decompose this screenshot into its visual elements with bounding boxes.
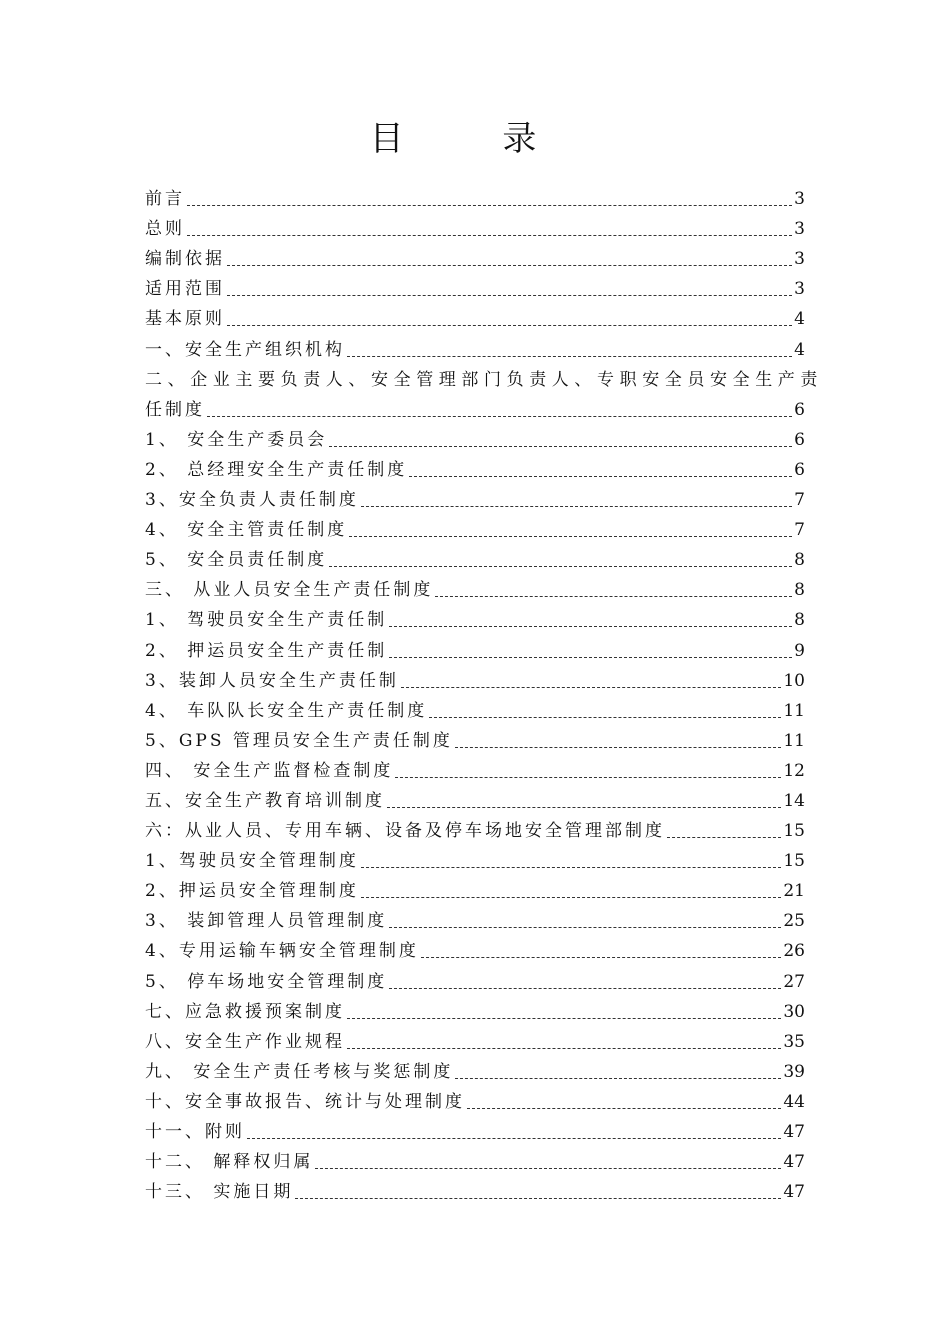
toc-entry[interactable] (145, 1053, 805, 1083)
toc-entry[interactable] (145, 240, 805, 270)
table-of-contents (145, 180, 823, 1203)
dot-leader (329, 446, 792, 447)
toc-entry-page-number: 30 (783, 1001, 805, 1022)
toc-entry[interactable] (145, 842, 805, 872)
dot-leader (347, 1048, 781, 1049)
toc-entry-page-number: 4 (794, 309, 805, 330)
toc-entry-page-number: 3 (794, 189, 805, 210)
toc-entry[interactable] (145, 782, 805, 812)
dot-leader (187, 235, 792, 236)
toc-entry-label: 编制依据 (145, 249, 225, 270)
toc-entry-label: 1、 驾驶员安全生产责任制 (145, 610, 388, 631)
toc-entry-page-number: 35 (783, 1031, 805, 1052)
toc-entry[interactable] (145, 541, 805, 571)
toc-entry-page-number: 15 (783, 851, 805, 872)
toc-entry-page-number: 3 (794, 249, 805, 270)
toc-entry-page-number: 6 (794, 459, 805, 480)
toc-entry[interactable] (145, 692, 805, 722)
dot-leader (389, 927, 781, 928)
toc-entry-label: 总则 (145, 219, 185, 240)
toc-entry-label: 任制度 (145, 399, 205, 420)
toc-entry-label: 九、 安全生产责任考核与奖惩制度 (145, 1061, 454, 1082)
toc-entry-label: 八、安全生产作业规程 (145, 1031, 345, 1052)
toc-entry-page-number: 11 (783, 730, 805, 751)
toc-entry-page-number: 6 (794, 399, 805, 420)
toc-entry-label: 4、专用运输车辆安全管理制度 (145, 941, 419, 962)
dot-leader (187, 205, 792, 206)
toc-entry[interactable] (145, 391, 805, 421)
toc-entry-page-number: 3 (794, 279, 805, 300)
dot-leader (227, 325, 792, 326)
toc-entry[interactable] (145, 752, 805, 782)
dot-leader (387, 807, 781, 808)
toc-entry-page-number: 6 (794, 429, 805, 450)
toc-entry-label: 2、押运员安全管理制度 (145, 881, 359, 902)
toc-title: 目 录 (369, 119, 581, 159)
toc-entry[interactable] (145, 571, 805, 601)
toc-entry-label: 3、 装卸管理人员管理制度 (145, 911, 388, 932)
toc-entry-page-number: 9 (794, 640, 805, 661)
toc-entry[interactable] (145, 300, 805, 330)
toc-entry[interactable] (145, 1143, 805, 1173)
toc-entry-page-number: 3 (794, 219, 805, 240)
dot-leader (429, 717, 781, 718)
dot-leader (295, 1198, 781, 1199)
toc-entry-label: 3、装卸人员安全生产责任制 (145, 670, 399, 691)
toc-entry[interactable] (145, 962, 805, 992)
toc-entry-page-number: 47 (783, 1152, 805, 1173)
toc-entry[interactable] (145, 601, 805, 631)
dot-leader (227, 295, 792, 296)
toc-entry[interactable] (145, 511, 805, 541)
toc-entry[interactable] (145, 722, 805, 752)
toc-entry-page-number: 21 (783, 881, 805, 902)
toc-entry-label: 5、 停车场地安全管理制度 (145, 971, 388, 992)
toc-entry-label: 1、 安全生产委员会 (145, 429, 328, 450)
toc-entry[interactable] (145, 330, 805, 360)
toc-entry[interactable] (145, 631, 805, 661)
toc-entry[interactable] (145, 812, 805, 842)
toc-entry-page-number: 10 (783, 670, 805, 691)
toc-entry-page-number: 27 (783, 971, 805, 992)
toc-entry[interactable] (145, 481, 805, 511)
dot-leader (329, 566, 792, 567)
dot-leader (389, 626, 792, 627)
dot-leader (435, 596, 792, 597)
dot-leader (347, 1018, 781, 1019)
toc-entry-label: 前言 (145, 189, 185, 210)
dot-leader (667, 837, 781, 838)
toc-entry[interactable] (145, 451, 805, 481)
toc-entry-page-number: 12 (783, 760, 805, 781)
dot-leader (421, 957, 782, 958)
dot-leader (409, 476, 792, 477)
toc-entry-label: 十二、 解释权归属 (145, 1152, 314, 1173)
toc-entry-label: 一、安全生产组织机构 (145, 339, 345, 360)
dot-leader (227, 265, 792, 266)
dot-leader (349, 536, 792, 537)
toc-entry-label: 五、安全生产教育培训制度 (145, 790, 385, 811)
toc-entry-page-number: 39 (783, 1061, 805, 1082)
toc-entry[interactable] (145, 270, 805, 300)
toc-entry-label: 三、 从业人员安全生产责任制度 (145, 580, 434, 601)
dot-leader (389, 988, 781, 989)
toc-entry[interactable] (145, 1083, 805, 1113)
toc-entry-label: 六：从业人员、专用车辆、设备及停车场地安全管理部制度 (145, 821, 665, 842)
toc-entry-page-number: 25 (783, 911, 805, 932)
toc-entry[interactable] (145, 1173, 805, 1203)
toc-entry[interactable] (145, 662, 805, 692)
toc-entry-label: 4、 安全主管责任制度 (145, 520, 348, 541)
toc-entry-page-number: 8 (794, 610, 805, 631)
toc-entry-page-number: 8 (794, 550, 805, 571)
toc-entry-label: 十、安全事故报告、统计与处理制度 (145, 1091, 465, 1112)
toc-entry-page-number: 14 (783, 790, 805, 811)
toc-entry[interactable] (145, 872, 805, 902)
toc-entry-label: 4、 车队队长安全生产责任制度 (145, 700, 428, 721)
toc-entry[interactable] (145, 1023, 805, 1053)
toc-entry[interactable] (145, 210, 805, 240)
toc-entry-label: 2、 押运员安全生产责任制 (145, 640, 388, 661)
toc-entry-page-number: 26 (783, 941, 805, 962)
toc-entry-page-number: 47 (783, 1122, 805, 1142)
dot-leader (389, 657, 792, 658)
dot-leader (467, 1108, 781, 1109)
toc-entry-page-number: 7 (794, 490, 805, 511)
toc-entry-label: 5、 安全员责任制度 (145, 550, 328, 571)
toc-entry[interactable] (145, 180, 805, 210)
toc-entry-first-line: 二、企业主要负责人、安全管理部门负责人、专职安全员安全生产责 (145, 369, 823, 390)
toc-entry-label: 七、应急救援预案制度 (145, 1001, 345, 1022)
toc-entry-label: 四、 安全生产监督检查制度 (145, 760, 394, 781)
toc-entry[interactable] (145, 902, 805, 932)
toc-entry-page-number: 11 (783, 700, 805, 721)
toc-entry-page-number: 44 (783, 1091, 805, 1112)
dot-leader (361, 897, 782, 898)
dot-leader (347, 356, 792, 357)
toc-entry[interactable] (145, 421, 805, 451)
dot-leader (207, 416, 792, 417)
dot-leader (455, 1078, 781, 1079)
toc-entry-page-number: 7 (794, 520, 805, 541)
toc-entry[interactable] (145, 932, 805, 962)
toc-entry-page-number: 4 (794, 339, 805, 360)
toc-entry-label: 基本原则 (145, 309, 225, 330)
toc-entry-page-number: 8 (794, 580, 805, 601)
toc-entry[interactable] (145, 993, 805, 1023)
dot-leader (361, 867, 782, 868)
toc-entry-label: 1、驾驶员安全管理制度 (145, 851, 359, 872)
toc-entry-page-number: 47 (783, 1182, 805, 1203)
dot-leader (455, 747, 781, 748)
dot-leader (315, 1168, 781, 1169)
toc-entry-label: 2、 总经理安全生产责任制度 (145, 459, 408, 480)
toc-entry-label: 3、安全负责人责任制度 (145, 490, 359, 511)
dot-leader (401, 687, 782, 688)
toc-entry-page-number: 15 (783, 821, 805, 842)
dot-leader (247, 1138, 781, 1139)
toc-entry-label: 适用范围 (145, 279, 225, 300)
toc-entry-label: 十三、 实施日期 (145, 1182, 294, 1203)
toc-entry-label: 5、GPS 管理员安全生产责任制度 (145, 730, 453, 751)
dot-leader (361, 506, 792, 507)
toc-entry[interactable] (145, 1113, 805, 1143)
dot-leader (395, 777, 781, 778)
toc-entry-label: 十一、附则 (145, 1122, 245, 1142)
